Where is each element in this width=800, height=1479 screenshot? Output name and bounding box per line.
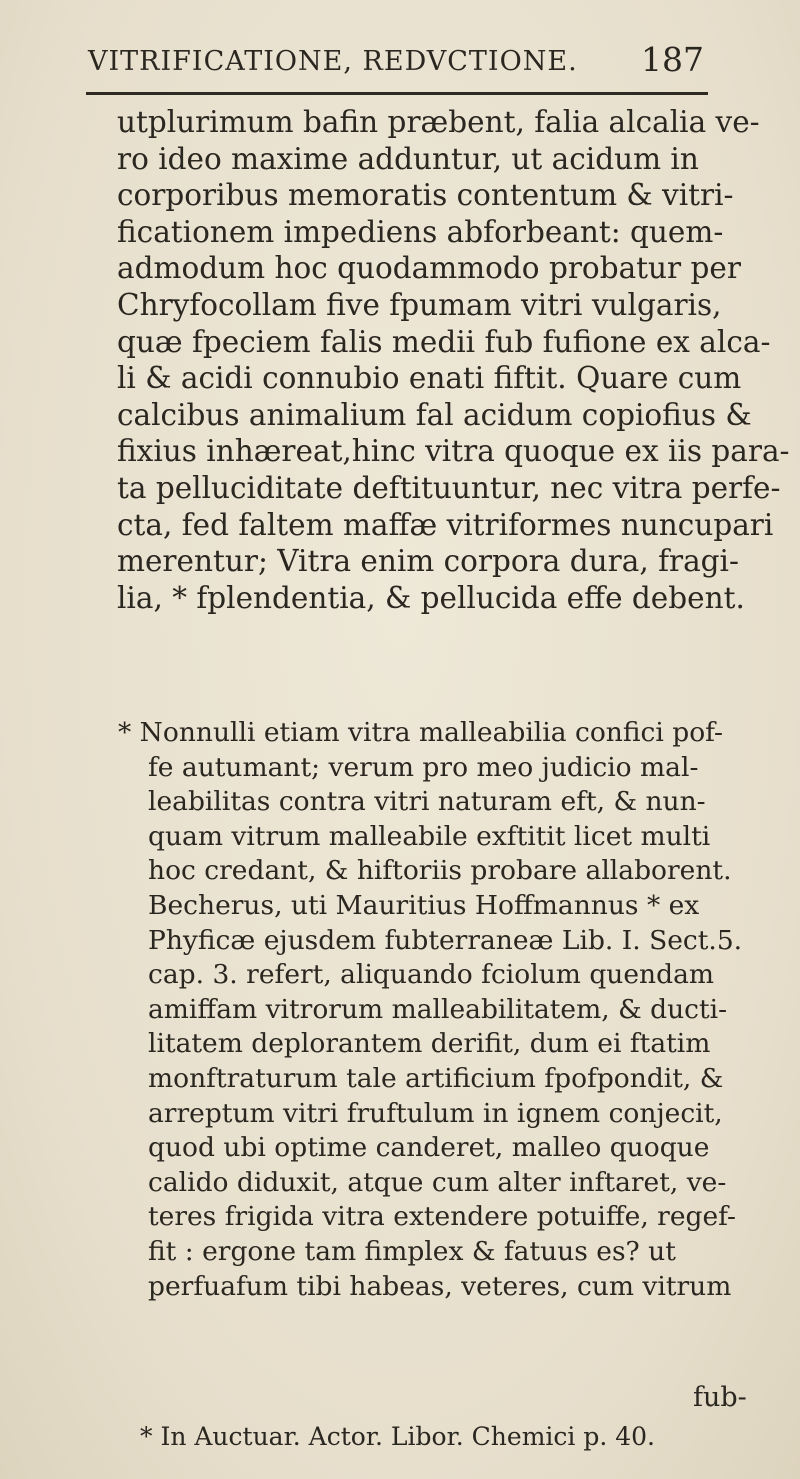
main-paragraph — [117, 104, 790, 616]
text-line: ficationem impediens abforbeant: quem- — [117, 214, 724, 249]
text-line: merentur; Vitra enim corpora dura, fragi- — [117, 544, 739, 579]
note-line: leabilitas contra vitri naturam eft, & nun- — [148, 786, 706, 818]
text-line: li & acidi connubio enati fiftit. Quare cum — [117, 361, 742, 396]
note-line: monftraturum tale artificium fpofpondit, & — [148, 1062, 724, 1094]
note-line: * Nonnulli etiam vitra malleabilia confici pof- — [118, 717, 723, 748]
note-line: perfuafum tibi habeas, veteres, cum vitrum — [148, 1270, 732, 1302]
note-line: Phyficæ ejusdem fubterraneæ Lib. I. Sect.5. — [148, 924, 743, 956]
note-line: Becherus, uti Mauritius Hoffmannus * ex — [148, 889, 700, 921]
catchword: fub- — [693, 1382, 747, 1413]
text-line: cta, fed faltem maffæ vitriformes nuncupari — [117, 507, 774, 542]
note-line: fit : ergone tam fimplex & fatuus es? ut — [148, 1235, 676, 1267]
note-line: quod ubi optime canderet, malleo quoque — [148, 1132, 710, 1164]
text-line: quæ fpeciem falis medii fub fufione ex alca- — [117, 324, 771, 359]
note-line: hoc credant, & hiftoriis probare allaborent. — [148, 855, 732, 887]
note-line: fe autumant; verum pro meo judicio mal- — [148, 751, 699, 783]
text-line: Chryfocollam five fpumam vitri vulgaris, — [117, 287, 722, 322]
note-line: amiffam vitrorum malleabilitatem, & ducti- — [148, 993, 728, 1025]
note-line: calido diduxit, atque cum alter inftaret, ve- — [148, 1166, 727, 1198]
text-line: admodum hoc quodammodo probatur per — [117, 251, 741, 286]
running-title: VITRIFICATIONE, REDVCTIONE. — [88, 46, 578, 77]
text-line: corporibus memoratis contentum & vitri- — [117, 178, 734, 213]
page-number: 187 — [641, 40, 704, 79]
page-header — [88, 40, 708, 86]
note-line: cap. 3. refert, aliquando fciolum quendam — [148, 959, 714, 991]
footnote: * In Auctuar. Actor. Libor. Chemici p. 40. — [140, 1422, 656, 1451]
note-line: quam vitrum malleabile exftitit licet multi — [148, 820, 711, 852]
text-line: lia, * fplendentia, & pellucida effe debent. — [117, 580, 745, 615]
note-line: litatem deplorantem derifit, dum ei ftatim — [148, 1028, 711, 1060]
text-line: ro ideo maxime adduntur, ut acidum in — [117, 141, 699, 176]
text-line: calcibus animalium fal acidum copiofius & — [117, 397, 752, 432]
text-line: fixius inhæreat,hinc vitra quoque ex iis para- — [117, 434, 790, 469]
header-rule — [86, 92, 708, 95]
note-line: teres frigida vitra extendere potuiffe, regef- — [148, 1201, 736, 1233]
text-line: utplurimum bafin præbent, falia alcalia ve- — [117, 105, 760, 139]
note-paragraph — [118, 716, 758, 1304]
note-line: arreptum vitri fruftulum in ignem conjecit, — [148, 1097, 723, 1129]
text-line: ta pelluciditate deftituuntur, nec vitra perfe- — [117, 470, 781, 505]
